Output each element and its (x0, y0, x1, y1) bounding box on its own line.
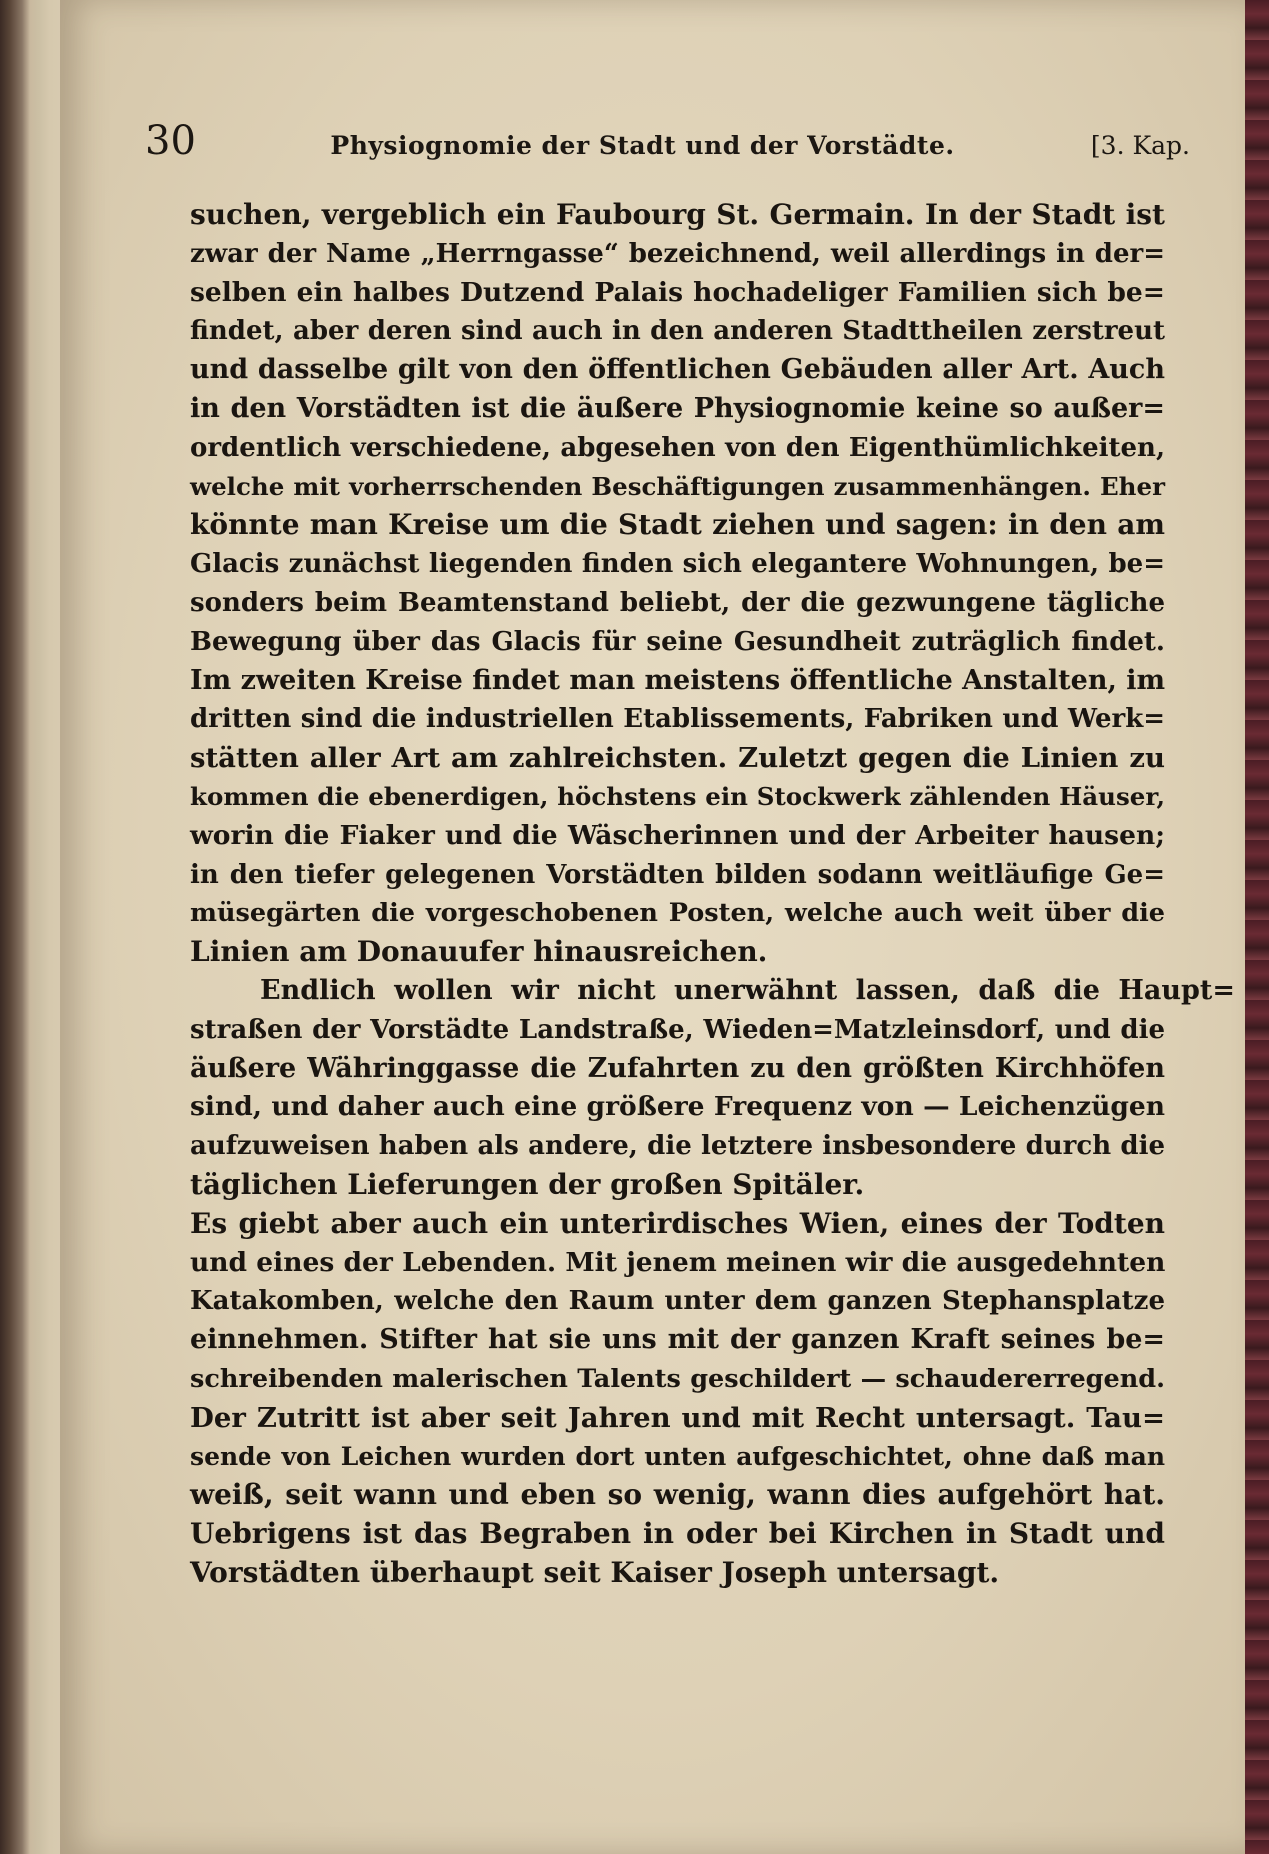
book-cover-edge (1245, 0, 1269, 1854)
text-line: suchen, vergeblich ein Faubourg St. Germain. In der Stadt ist (190, 198, 1165, 231)
body-text (190, 196, 1235, 1593)
chapter-marker: [3. Kap. (1090, 131, 1190, 160)
text-line: ordentlich verschiedene, abgesehen von den Eigenthümlichkeiten, (190, 432, 1165, 463)
text-line: Endlich wollen wir nicht unerwähnt lassen, daß die Haupt= (260, 974, 1235, 1006)
text-line: Es giebt aber auch ein unterirdisches Wien, eines der Todten (190, 1206, 1165, 1240)
text-line: aufzuweisen haben als andere, die letztere insbesondere durch die (190, 1131, 1165, 1162)
text-line: Uebrigens ist das Begraben in oder bei Kirchen in Stadt und (190, 1517, 1165, 1551)
text-line: in den tiefer gelegenen Vorstädten bilden sodann weitläufige Ge= (190, 859, 1165, 890)
page-number: 30 (145, 118, 196, 164)
text-line: und eines der Lebenden. Mit jenem meinen wir die ausgedehnten (190, 1246, 1166, 1278)
text-line: straßen der Vorstädte Landstraße, Wieden=Matzleinsdorf, und die (190, 1014, 1165, 1045)
text-line: findet, aber deren sind auch in den anderen Stadttheilen zerstreut (190, 316, 1165, 347)
text-line: Katakomben, welche den Raum unter dem ganzen Stephansplatze (190, 1286, 1165, 1317)
text-line: sende von Leichen wurden dort unten aufgeschichtet, ohne daß man (190, 1441, 1165, 1471)
text-line: welche mit vorherrschenden Beschäftigungen zusammenhängen. Eher (190, 471, 1165, 501)
text-line: kommen die ebenerdigen, höchstens ein Stockwerk zählenden Häuser, (190, 781, 1165, 811)
text-line: müsegärten die vorgeschobenen Posten, welche auch weit über die (190, 898, 1165, 929)
text-line: und dasselbe gilt von den öffentlichen Gebäuden aller Art. Auch (190, 354, 1165, 386)
text-line: schreibenden malerischen Talents geschildert — schaudererregend. (190, 1363, 1165, 1394)
text-line: weiß, seit wann und eben so wenig, wann dies aufgehört hat. (190, 1478, 1165, 1512)
text-line: dritten sind die industriellen Etablissements, Fabriken und Werk= (190, 704, 1165, 735)
text-line: worin die Fiaker und die Wäscherinnen und der Arbeiter hausen; (190, 819, 1165, 851)
text-line: in den Vorstädten ist die äußere Physiognomie keine so außer= (190, 392, 1165, 424)
text-line: Bewegung über das Glacis für seine Gesundheit zuträglich findet. (190, 626, 1165, 657)
paragraph (190, 1205, 1165, 1593)
text-line: täglichen Lieferungen der großen Spitäler. (190, 1167, 865, 1201)
text-line: Der Zutritt ist aber seit Jahren und mit Recht untersagt. Tau= (190, 1401, 1165, 1434)
text-line: einnehmen. Stifter hat sie uns mit der ganzen Kraft seines be= (190, 1324, 1165, 1356)
running-title: Physiognomie der Stadt und der Vorstädte. (330, 131, 955, 160)
text-line: stätten aller Art am zahlreichsten. Zuletzt gegen die Linien zu (190, 742, 1165, 775)
text-line: sind, und daher auch eine größere Frequenz von — Leichenzügen (190, 1091, 1165, 1123)
text-line: Im zweiten Kreise findet man meistens öffentliche Anstalten, im (190, 664, 1166, 696)
text-line: Glacis zunächst liegenden finden sich elegantere Wohnungen, be= (190, 549, 1165, 580)
text-line: zwar der Name „Herrngasse“ bezeichnend, weil allerdings in der= (190, 238, 1165, 269)
paragraph (190, 972, 1235, 1205)
text-line: Linien am Donauufer hinausreichen. (190, 935, 768, 969)
text-line: Vorstädten überhaupt seit Kaiser Joseph untersagt. (190, 1555, 1000, 1589)
running-head (145, 112, 1190, 164)
text-line: sonders beim Beamtenstand beliebt, der die gezwungene tägliche (190, 587, 1165, 618)
text-line: könnte man Kreise um die Stadt ziehen und sagen: in den am (190, 508, 1165, 542)
paragraph (190, 196, 1165, 972)
text-line: äußere Währinggasse die Zufahrten zu den größten Kirchhöfen (190, 1052, 1165, 1084)
text-line: selben ein halbes Dutzend Palais hochadeliger Familien sich be= (190, 276, 1165, 308)
